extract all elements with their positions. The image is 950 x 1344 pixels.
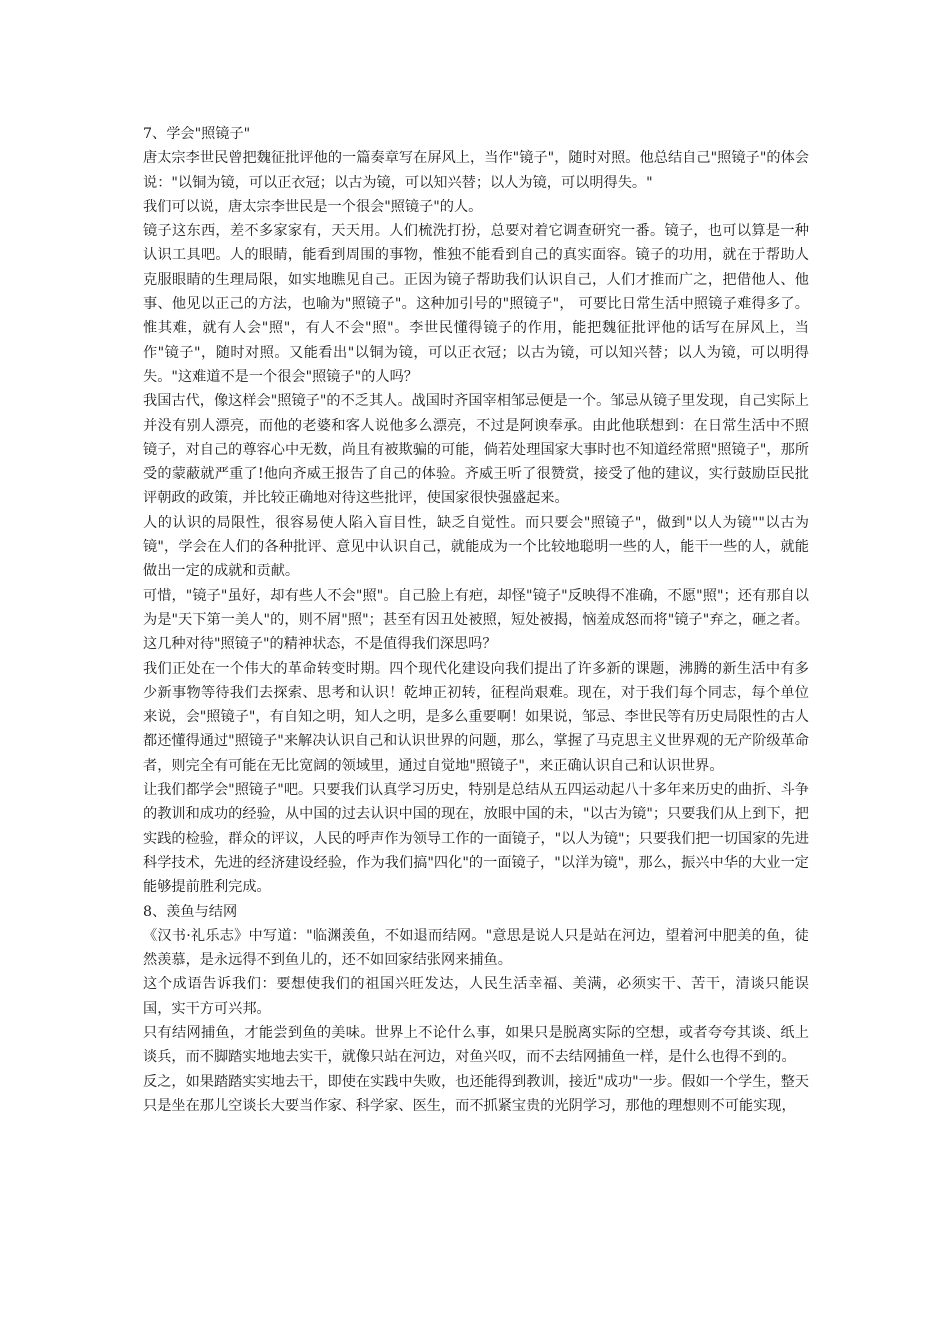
paragraph: 我们可以说，唐太宗李世民是一个很会"照镜子"的人。 [143,198,483,215]
paragraph: 反之，如果踏踏实实地去干，即使在实践中失败，也还能得到教训，接近"成功"一步。假如一个学生，整天只是坐在那儿空谈长大要当作家、科学家、医生，而不抓紧宝贵的光阴学习，那他的理想则不可能实现， [143,1073,809,1114]
paragraph: 《汉书·礼乐志》中写道："临渊羡鱼，不如退而结网。"意思是说人只是站在河边，望着河中肥美的鱼，徒然羡慕，是永远得不到鱼儿的，还不如回家结张网来捕鱼。 [143,927,809,969]
section-heading-7: 7、学会"照镜子" [143,126,251,142]
paragraph: 人的认识的局限性，很容易使人陷入盲目性，缺乏自觉性。而只要会"照镜子"，做到"以人为镜""以古为镜"，学会在人们的各种批评、意见中认识自己，就能成为一个比较地聪明一些的人，能干一些的人，就能做出一定的成就和贡献。 [143,514,809,580]
paragraph: 可惜，"镜子"虽好，却有些人不会"照"。自己脸上有疤，却怪"镜子"反映得不准确，不愿"照"；还有那自以为是"天下第一美人"的，则不屑"照"；甚至有因丑处被照，短处被揭，恼羞成怒而将"镜子"弃之，砸之者。这几种对待"照镜子"的精神状态，不是值得我们深思吗？ [143,587,809,653]
paragraph: 让我们都学会"照镜子"吧。只要我们认真学习历史，特别是总结从五四运动起八十多年来历史的曲折、斗争的教训和成功的经验，从中国的过去认识中国的现在，放眼中国的未，"以古为镜"；只要我们从上到下，把实践的检验，群众的评议，人民的呼声作为领导工作的一面镜子，"以人为镜"；只要我们把一切国家的先进科学技术，先进的经济建设经验，作为我们搞"四化"的一面镜子，"以洋为镜"，那么，振兴中华的大业一定能够提前胜利完成。 [143,782,809,896]
paragraph: 镜子这东西，差不多家家有，天天用。人们梳洗打扮，总要对着它调查研究一番。镜子，也可以算是一种认识工具吧。人的眼睛，能看到周围的事物，惟独不能看到自己的真实面容。镜子的功用，就在于帮助人克服眼睛的生理局限，如实地瞧见自己。正因为镜子帮助我们认识自己，人们才推而广之，把借他人、他事、他见以正己的方法，也喻为"照镜子"。这种加引号的"照镜子"， 可要比日常生活中照镜子难得多了。惟其难，就有人会"照"，有人不会"照"。李世民懂得镜子的作用，能把魏征批评他的话写在屏风上，当作"镜子"，随时对照。又能看出"以铜为镜，可以正衣冠；以古为镜，可以知兴替；以人为镜，可以明得失。"这难道不是一个很会"照镜子"的人吗？ [143,223,809,385]
document-body [143,122,809,1118]
paragraph: 我国古代，像这样会"照镜子"的不乏其人。战国时齐国宰相邹忌便是一个。邹忌从镜子里发现，自己实际上并没有别人漂亮，而他的老婆和客人说他多么漂亮，不过是阿谀奉承。由此他联想到：在日常生活中不照镜子，对自己的尊容心中无数，尚且有被欺骗的可能，倘若处理国家大事时也不知道经常照"照镜子"，那所受的蒙蔽就严重了!他向齐威王报告了自己的体验。齐威王听了很赞赏，接受了他的建议，实行鼓励臣民批评朝政的政策，并比较正确地对待这些批评，使国家很快强盛起来。 [143,393,809,507]
paragraph: 我们正处在一个伟大的革命转变时期。四个现代化建设向我们提出了许多新的课题，沸腾的新生活中有多少新事物等待我们去探索、思考和认识！乾坤正初转，征程尚艰难。现在，对于我们每个同志，每个单位来说，会"照镜子"，有自知之明，知人之明，是多么重要啊！如果说，邹忌、李世民等有历史局限性的古人都还懂得通过"照镜子"来解决认识自己和认识世界的问题，那么，掌握了马克思主义世界观的无产阶级革命者，则完全有可能在无比宽阔的领域里，通过自觉地"照镜子"，来正确认识自己和认识世界。 [143,660,809,774]
section-heading-8: 8、羡鱼与结网 [143,903,238,920]
paragraph: 这个成语告诉我们：要想使我们的祖国兴旺发达，人民生活幸福、美满，必须实干、苦干，清谈只能误国，实干方可兴邦。 [143,976,809,1017]
paragraph: 只有结网捕鱼，才能尝到鱼的美味。世界上不论什么事，如果只是脱离实际的空想，或者夸夸其谈、纸上谈兵，而不脚踏实地地去实干，就像只站在河边，对鱼兴叹，而不去结网捕鱼一样，是什么也得不到的。 [143,1024,809,1066]
paragraph: 唐太宗李世民曾把魏征批评他的一篇奏章写在屏风上，当作"镜子"，随时对照。他总结自己"照镜子"的体会说："以铜为镜，可以正衣冠；以古为镜，可以知兴替；以人为镜，可以明得失。" [143,150,809,191]
